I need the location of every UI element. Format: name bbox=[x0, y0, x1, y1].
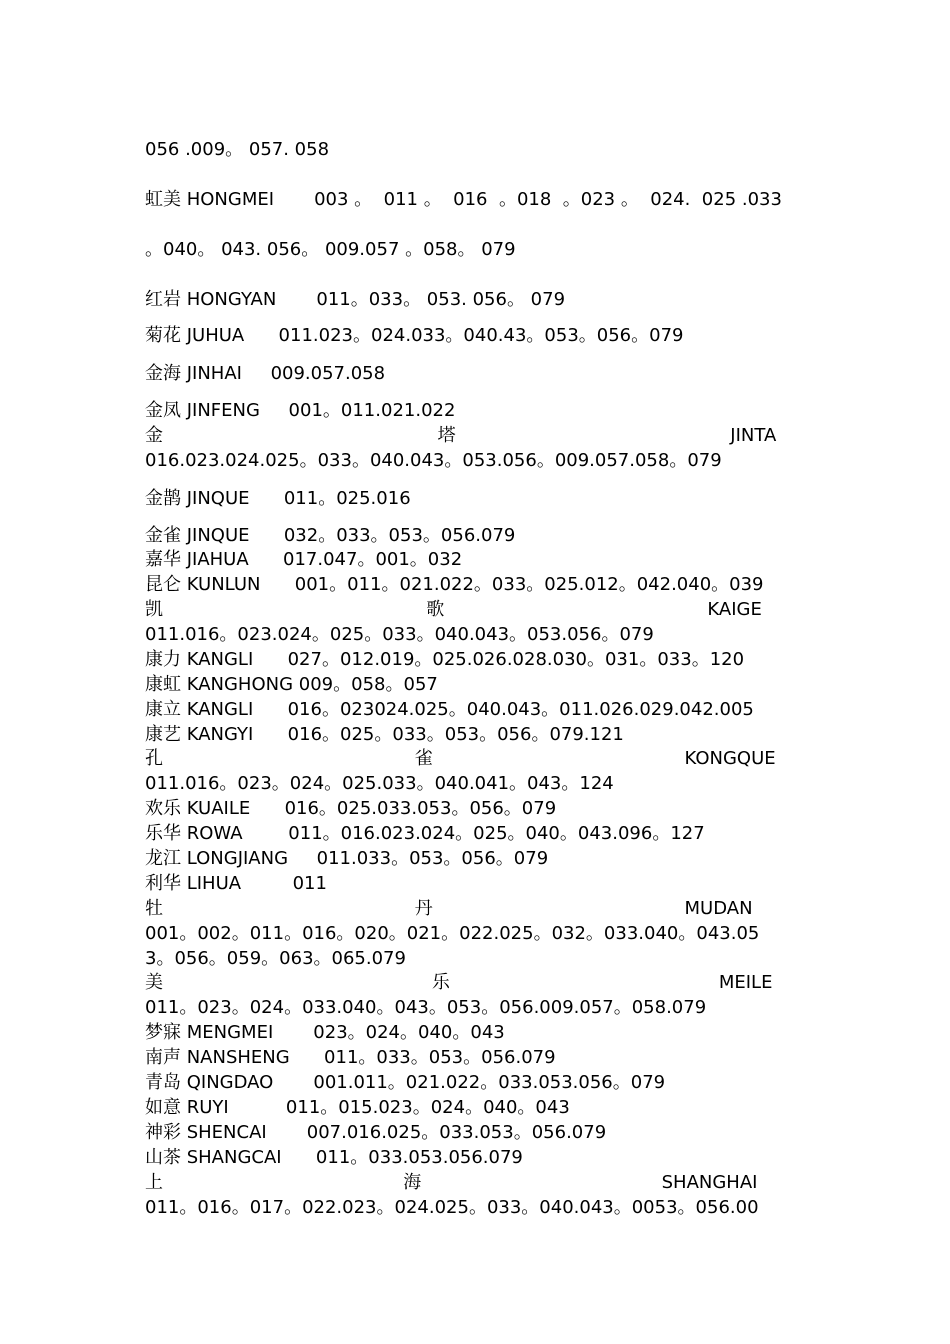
text-line: 056 .009。 057. 058 bbox=[145, 139, 330, 160]
text-line: 美 乐 MEILE bbox=[145, 972, 773, 993]
text-line: 乐华 ROWA 011。016.023.024。025。040。043.096。127 bbox=[145, 823, 705, 844]
text-line: 虹美 HONGMEI 003 。 011 。 016 。018 。023 。 024. 025 .033 bbox=[145, 189, 782, 210]
text-line: 016.023.024.025。033。040.043。053.056。009.057.058。079 bbox=[145, 450, 722, 471]
text-line: 凯 歌 KAIGE bbox=[145, 599, 762, 620]
text-line: 菊花 JUHUA 011.023。024.033。040.43。053。056。079 bbox=[145, 325, 684, 346]
text-line: 011.016。023.024。025。033。040.043。053.056。079 bbox=[145, 624, 654, 645]
text-line: 011.016。023。024。025.033。040.041。043。124 bbox=[145, 773, 614, 794]
text-line: 3。056。059。063。065.079 bbox=[145, 948, 406, 969]
text-line: 康虹 KANGHONG 009。058。057 bbox=[145, 674, 438, 695]
text-line: 上 海 SHANGHAI bbox=[145, 1172, 758, 1193]
text-line: 梦寐 MENGMEI 023。024。040。043 bbox=[145, 1022, 505, 1043]
text-line: 011。016。017。022.023。024.025。033。040.043。0053。056.00 bbox=[145, 1197, 759, 1218]
text-line: 昆仑 KUNLUN 001。011。021.022。033。025.012。042.040。039 bbox=[145, 574, 764, 595]
text-line: 康力 KANGLI 027。012.019。025.026.028.030。031。033。120 bbox=[145, 649, 745, 670]
text-line: 青岛 QINGDAO 001.011。021.022。033.053.056。079 bbox=[145, 1072, 666, 1093]
text-line: 康艺 KANGYI 016。025。033。053。056。079.121 bbox=[145, 724, 624, 745]
text-line: 金雀 JINQUE 032。033。053。056.079 bbox=[145, 525, 516, 546]
text-line: 金海 JINHAI 009.057.058 bbox=[145, 363, 386, 384]
text-line: 金鹊 JINQUE 011。025.016 bbox=[145, 488, 411, 509]
text-line: 嘉华 JIAHUA 017.047。001。032 bbox=[145, 549, 463, 570]
text-line: 康立 KANGLI 016。023024.025。040.043。011.026.029.042.005 bbox=[145, 699, 754, 720]
text-line: 红岩 HONGYAN 011。033。 053. 056。 079 bbox=[145, 289, 566, 310]
text-line: 牡 丹 MUDAN bbox=[145, 898, 753, 919]
text-line: 龙江 LONGJIANG 011.033。053。056。079 bbox=[145, 848, 549, 869]
text-line: 神彩 SHENCAI 007.016.025。033.053。056.079 bbox=[145, 1122, 607, 1143]
text-line: 金 塔 JINTA bbox=[145, 425, 777, 446]
text-line: 欢乐 KUAILE 016。025.033.053。056。079 bbox=[145, 798, 557, 819]
text-line: 金凤 JINFENG 001。011.021.022 bbox=[145, 400, 456, 421]
text-line: 如意 RUYI 011。015.023。024。040。043 bbox=[145, 1097, 570, 1118]
text-line: 山茶 SHANGCAI 011。033.053.056.079 bbox=[145, 1147, 523, 1168]
text-line: 利华 LIHUA 011 bbox=[145, 873, 327, 894]
text-line: 。040。 043. 056。 009.057 。058。 079 bbox=[145, 239, 516, 260]
text-line: 001。002。011。016。020。021。022.025。032。033.040。043.05 bbox=[145, 923, 760, 944]
text-line: 孔 雀 KONGQUE bbox=[145, 748, 776, 769]
text-line: 011。023。024。033.040。043。053。056.009.057。058.079 bbox=[145, 997, 707, 1018]
text-line: 南声 NANSHENG 011。033。053。056.079 bbox=[145, 1047, 556, 1068]
